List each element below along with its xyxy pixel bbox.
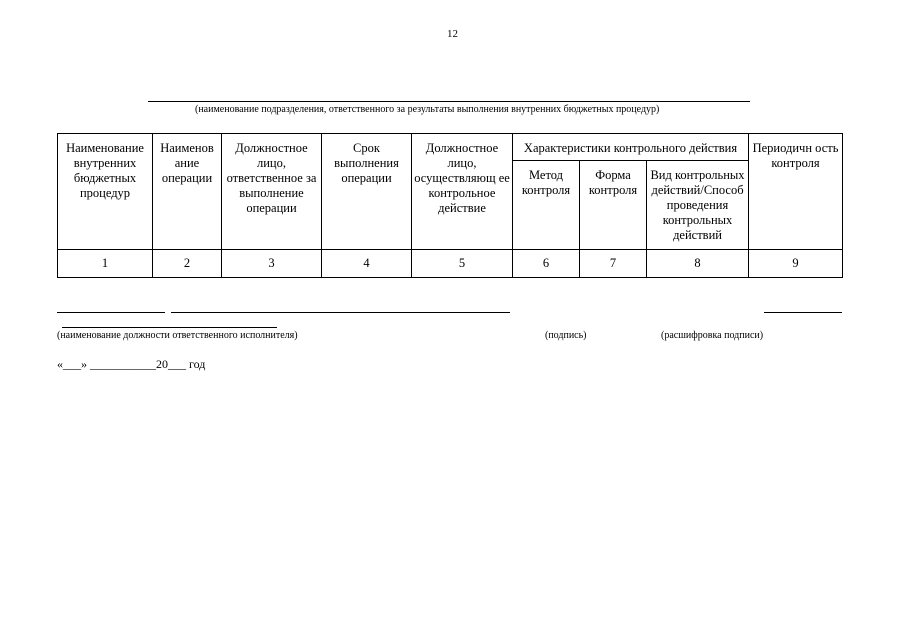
position-line-right bbox=[171, 312, 510, 313]
header-row-top bbox=[58, 134, 843, 161]
column-number: 6 bbox=[513, 250, 580, 278]
department-caption: (наименование подразделения, ответственного за результаты выполнения внутренних бюджетных процедур) bbox=[195, 104, 660, 115]
column-number: 4 bbox=[322, 250, 412, 278]
column-number: 7 bbox=[580, 250, 647, 278]
header-controlling-person: Должностное лицо, осуществляющ ее контрольное действие bbox=[412, 134, 513, 250]
column-number: 3 bbox=[222, 250, 322, 278]
header-procedure-name: Наименование внутренних бюджетных процедур bbox=[58, 134, 153, 250]
column-number: 1 bbox=[58, 250, 153, 278]
header-control-frequency: Периодичн ость контроля bbox=[749, 134, 843, 250]
position-caption: (наименование должности ответственного исполнителя) bbox=[57, 330, 298, 341]
position-underline bbox=[62, 327, 277, 328]
column-number: 9 bbox=[749, 250, 843, 278]
date-line: «___» ___________20___ год bbox=[57, 357, 206, 371]
column-number: 8 bbox=[647, 250, 749, 278]
signature-caption: (подпись) bbox=[545, 330, 587, 341]
header-control-form: Форма контроля bbox=[580, 161, 647, 250]
position-line-left bbox=[57, 312, 165, 313]
header-control-characteristics: Характеристики контрольного действия bbox=[513, 134, 749, 161]
header-operation-name: Наименов ание операции bbox=[153, 134, 222, 250]
page-number: 12 bbox=[447, 28, 458, 40]
column-number: 2 bbox=[153, 250, 222, 278]
header-operation-deadline: Срок выполнения операции bbox=[322, 134, 412, 250]
department-name-line bbox=[148, 101, 750, 102]
header-control-method: Метод контроля bbox=[513, 161, 580, 250]
decode-line bbox=[764, 312, 842, 313]
header-control-type: Вид контрольных действий/Способ проведения контрольных действий bbox=[647, 161, 749, 250]
column-number: 5 bbox=[412, 250, 513, 278]
signature-decode-caption: (расшифровка подписи) bbox=[661, 330, 764, 341]
column-number-row bbox=[58, 250, 843, 278]
header-responsible-person: Должностное лицо, ответственное за выполнение операции bbox=[222, 134, 322, 250]
budget-procedures-table bbox=[57, 133, 843, 278]
